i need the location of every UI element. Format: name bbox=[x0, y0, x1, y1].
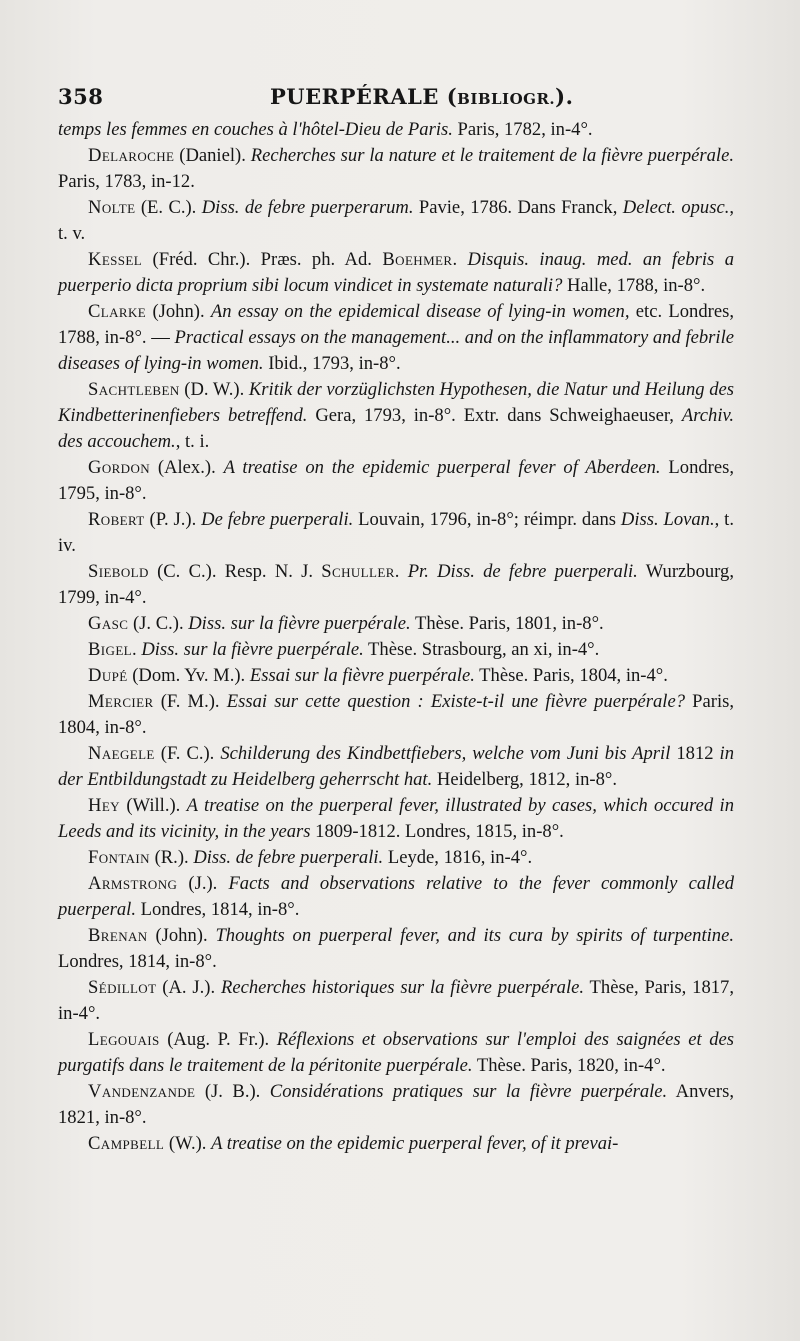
entry-author: Gasc bbox=[88, 613, 129, 634]
entry-title: A treatise on the epidemic puerperal fever of Aberdeen. bbox=[223, 457, 661, 478]
entry-author: Nolte bbox=[88, 197, 136, 218]
entry-title-2: Archiv. des accouchem. bbox=[58, 405, 734, 452]
entry-title-2: in der Entbildungstadt zu Heidelberg geherrscht hat. bbox=[58, 743, 735, 790]
entry-author: Legouais bbox=[88, 1029, 160, 1050]
entry-imprint: Halle, 1788, in-8°. bbox=[562, 275, 706, 296]
entry-author: Kessel bbox=[88, 249, 143, 270]
bibliography-entry bbox=[58, 923, 734, 975]
entry-details: (P. J.). bbox=[144, 509, 202, 530]
bibliography-entry bbox=[58, 871, 734, 923]
entry-imprint: Thèse. Paris, 1820, in-4°. bbox=[472, 1055, 666, 1076]
entry-imprint: Thèse, Paris, 1817, in-4°. bbox=[58, 977, 734, 1024]
entry-imprint: Wurzbourg, 1799, in-4°. bbox=[58, 561, 734, 608]
entry-author: Naegele bbox=[88, 743, 155, 764]
entry-details: (F. C.). bbox=[154, 743, 221, 764]
entry-imprint: Londres, 1795, in-8°. bbox=[58, 457, 734, 504]
entry-details: (John). bbox=[146, 301, 211, 322]
entry-title: Diss. de febre puerperarum. bbox=[201, 197, 414, 218]
entry-imprint: Londres, 1814, in-8°. bbox=[135, 899, 300, 920]
entry-imprint: etc. Londres, 1788, in-8°. — bbox=[58, 301, 734, 348]
entry-details: (F. M.). bbox=[153, 691, 227, 712]
entry-details: (J. B.). bbox=[195, 1081, 270, 1102]
entry-details: (Daniel). bbox=[174, 145, 251, 166]
bibliography-entry bbox=[58, 143, 734, 195]
entry-imprint: Pavie, 1786. Dans Franck, bbox=[413, 197, 623, 218]
entry-title: Recherches sur la nature et le traitement de la fièvre puerpérale. bbox=[250, 145, 734, 166]
entry-details: (Aug. P. Fr.). bbox=[159, 1029, 277, 1050]
entry-author: Dupé bbox=[88, 665, 128, 686]
entry-author: Siebold bbox=[88, 561, 149, 582]
bibliography-entry bbox=[58, 299, 734, 377]
bibliography-entry bbox=[58, 637, 734, 663]
entry-imprint: Thèse. Paris, 1801, in-8°. bbox=[410, 613, 604, 634]
entry-title: Essai sur la fièvre puerpérale. bbox=[249, 665, 475, 686]
bibliography-entry bbox=[58, 845, 734, 871]
bibliography-entry bbox=[58, 247, 734, 299]
entry-details: (A. J.). bbox=[156, 977, 221, 998]
bibliography-entry bbox=[58, 663, 734, 689]
entry-details: (C. C.). Resp. N. J. bbox=[148, 561, 322, 582]
entry-imprint-2: Ibid., 1793, in-8°. bbox=[263, 353, 401, 374]
entry-imprint: 1809-1812. Londres, 1815, in-8°. bbox=[310, 821, 564, 842]
bibliography-list bbox=[58, 117, 734, 1157]
running-title: PUERPÉRALE (BIBLIOGR.). bbox=[270, 84, 574, 109]
entry-imprint-2: Heidelberg, 1812, in-8°. bbox=[432, 769, 617, 790]
entry-author: Clarke bbox=[88, 301, 147, 322]
bibliography-entry bbox=[58, 793, 734, 845]
entry-coauthor: Schuller bbox=[321, 561, 395, 582]
entry-imprint: Thèse. Strasbourg, an xi, in-4°. bbox=[363, 639, 600, 660]
entry-author: Sédillot bbox=[88, 977, 157, 998]
entry-details: (Alex.). bbox=[150, 457, 224, 478]
entry-imprint: 1812 bbox=[670, 743, 720, 764]
entry-imprint-2: , t. iv. bbox=[58, 509, 734, 556]
entry-title: Facts and observations relative to the fever commonly called puerperal. bbox=[58, 873, 734, 920]
entry-author: Robert bbox=[88, 509, 145, 530]
entry-details: (John). bbox=[147, 925, 216, 946]
entry-title-2: Delect. opusc. bbox=[622, 197, 730, 218]
entry-details: (Fréd. Chr.). Præs. ph. Ad. bbox=[142, 249, 383, 270]
entry-title: Recherches historiques sur la fièvre puerpérale. bbox=[221, 977, 585, 998]
entry-title: Schilderung des Kindbettfiebers, welche vom Juni bis April bbox=[220, 743, 671, 764]
entry-title: Disquis. inaug. med. an febris a puerperio dicta proprium sibi locum vindicet in systemate naturali? bbox=[58, 249, 734, 296]
entry-author: Fontain bbox=[88, 847, 150, 868]
bibliography-entry bbox=[58, 195, 734, 247]
bibliography-entry bbox=[58, 1131, 734, 1157]
entry-title: A treatise on the epidemic puerperal fever, of it prevai- bbox=[211, 1133, 619, 1154]
entry-title: Kritik der vorzüglichsten Hypothesen, die Natur und Heilung des Kindbetterinenfiebers betreffend. bbox=[58, 379, 734, 426]
entry-author: Hey bbox=[88, 795, 120, 816]
bibliography-entry bbox=[58, 559, 734, 611]
entry-separator: . bbox=[452, 249, 468, 270]
entry-title-2: Diss. Lovan. bbox=[620, 509, 715, 530]
page-number: 358 bbox=[58, 84, 104, 109]
entry-title: temps les femmes en couches à l'hôtel-Dieu de Paris. bbox=[58, 119, 453, 140]
entry-author: Campbell bbox=[88, 1133, 165, 1154]
entry-imprint: Leyde, 1816, in-4°. bbox=[383, 847, 533, 868]
entry-details: (R.). bbox=[149, 847, 194, 868]
entry-author: Armstrong bbox=[88, 873, 178, 894]
entry-title: Considérations pratiques sur la fièvre puerpérale. bbox=[269, 1081, 668, 1102]
entry-details: (J. C.). bbox=[128, 613, 189, 634]
bibliography-entry bbox=[58, 507, 734, 559]
entry-title: Thoughts on puerperal fever, and its cura by spirits of turpentine. bbox=[215, 925, 734, 946]
entry-details: (W.). bbox=[164, 1133, 212, 1154]
entry-details: (J.). bbox=[177, 873, 229, 894]
entry-title: Diss. sur la fièvre puerpérale. bbox=[188, 613, 411, 634]
entry-details: (E. C.). bbox=[135, 197, 202, 218]
entry-author: Sachtleben bbox=[88, 379, 180, 400]
entry-title: An essay on the epidemical disease of lying-in women, bbox=[210, 301, 630, 322]
entry-imprint: Londres, 1814, in-8°. bbox=[58, 951, 217, 972]
bibliography-entry bbox=[58, 741, 734, 793]
bibliography-entry bbox=[58, 611, 734, 637]
entry-title: Réflexions et observations sur l'emploi des saignées et des purgatifs dans le traitement de la péritonite puerpérale. bbox=[58, 1029, 734, 1076]
bibliography-entry bbox=[58, 455, 734, 507]
entry-imprint: Louvain, 1796, in-8°; réimpr. dans bbox=[353, 509, 621, 530]
entry-title: Diss. de febre puerperali. bbox=[193, 847, 384, 868]
entry-details: (Dom. Yv. M.). bbox=[127, 665, 250, 686]
bibliography-entry bbox=[58, 117, 734, 143]
entry-details: . bbox=[132, 639, 142, 660]
entry-author: Bigel bbox=[88, 639, 133, 660]
entry-imprint: Thèse. Paris, 1804, in-4°. bbox=[474, 665, 668, 686]
entry-details: (Will.). bbox=[119, 795, 187, 816]
entry-imprint-2: , t. i. bbox=[175, 431, 210, 452]
entry-title: De febre puerperali. bbox=[201, 509, 354, 530]
bibliography-entry bbox=[58, 377, 734, 455]
entry-author: Delaroche bbox=[88, 145, 175, 166]
entry-author: Brenan bbox=[88, 925, 148, 946]
entry-author: Mercier bbox=[88, 691, 154, 712]
entry-imprint: Paris, 1782, in-4°. bbox=[452, 119, 593, 140]
entry-imprint: Paris, 1783, in-12. bbox=[58, 171, 195, 192]
entry-title: Diss. sur la fièvre puerpérale. bbox=[141, 639, 364, 660]
entry-author: Vandenzande bbox=[88, 1081, 196, 1102]
entry-imprint: Gera, 1793, in-8°. Extr. dans Schweighaeuser, bbox=[307, 405, 682, 426]
entry-author: Gordon bbox=[88, 457, 151, 478]
entry-separator: . bbox=[394, 561, 408, 582]
entry-title: A treatise on the puerperal fever, illustrated by cases, which occured in Leeds and its vicinity, in the years bbox=[58, 795, 734, 842]
entry-details: (D. W.). bbox=[179, 379, 249, 400]
entry-coauthor: Boehmer bbox=[382, 249, 453, 270]
page-header bbox=[58, 84, 734, 114]
bibliography-entry bbox=[58, 1079, 734, 1131]
entry-title: Essai sur cette question : Existe-t-il une fièvre puerpérale? bbox=[226, 691, 686, 712]
entry-title: Pr. Diss. de febre puerperali. bbox=[407, 561, 638, 582]
entry-imprint: Anvers, 1821, in-8°. bbox=[58, 1081, 734, 1128]
bibliography-entry bbox=[58, 689, 734, 741]
entry-title-2: Practical essays on the management... and on the inflammatory and febrile diseases of lying-in women. bbox=[58, 327, 734, 374]
bibliography-entry bbox=[58, 975, 734, 1027]
bibliography-entry bbox=[58, 1027, 734, 1079]
entry-imprint: Paris, 1804, in-8°. bbox=[58, 691, 735, 738]
entry-imprint-2: , t. v. bbox=[58, 197, 735, 244]
